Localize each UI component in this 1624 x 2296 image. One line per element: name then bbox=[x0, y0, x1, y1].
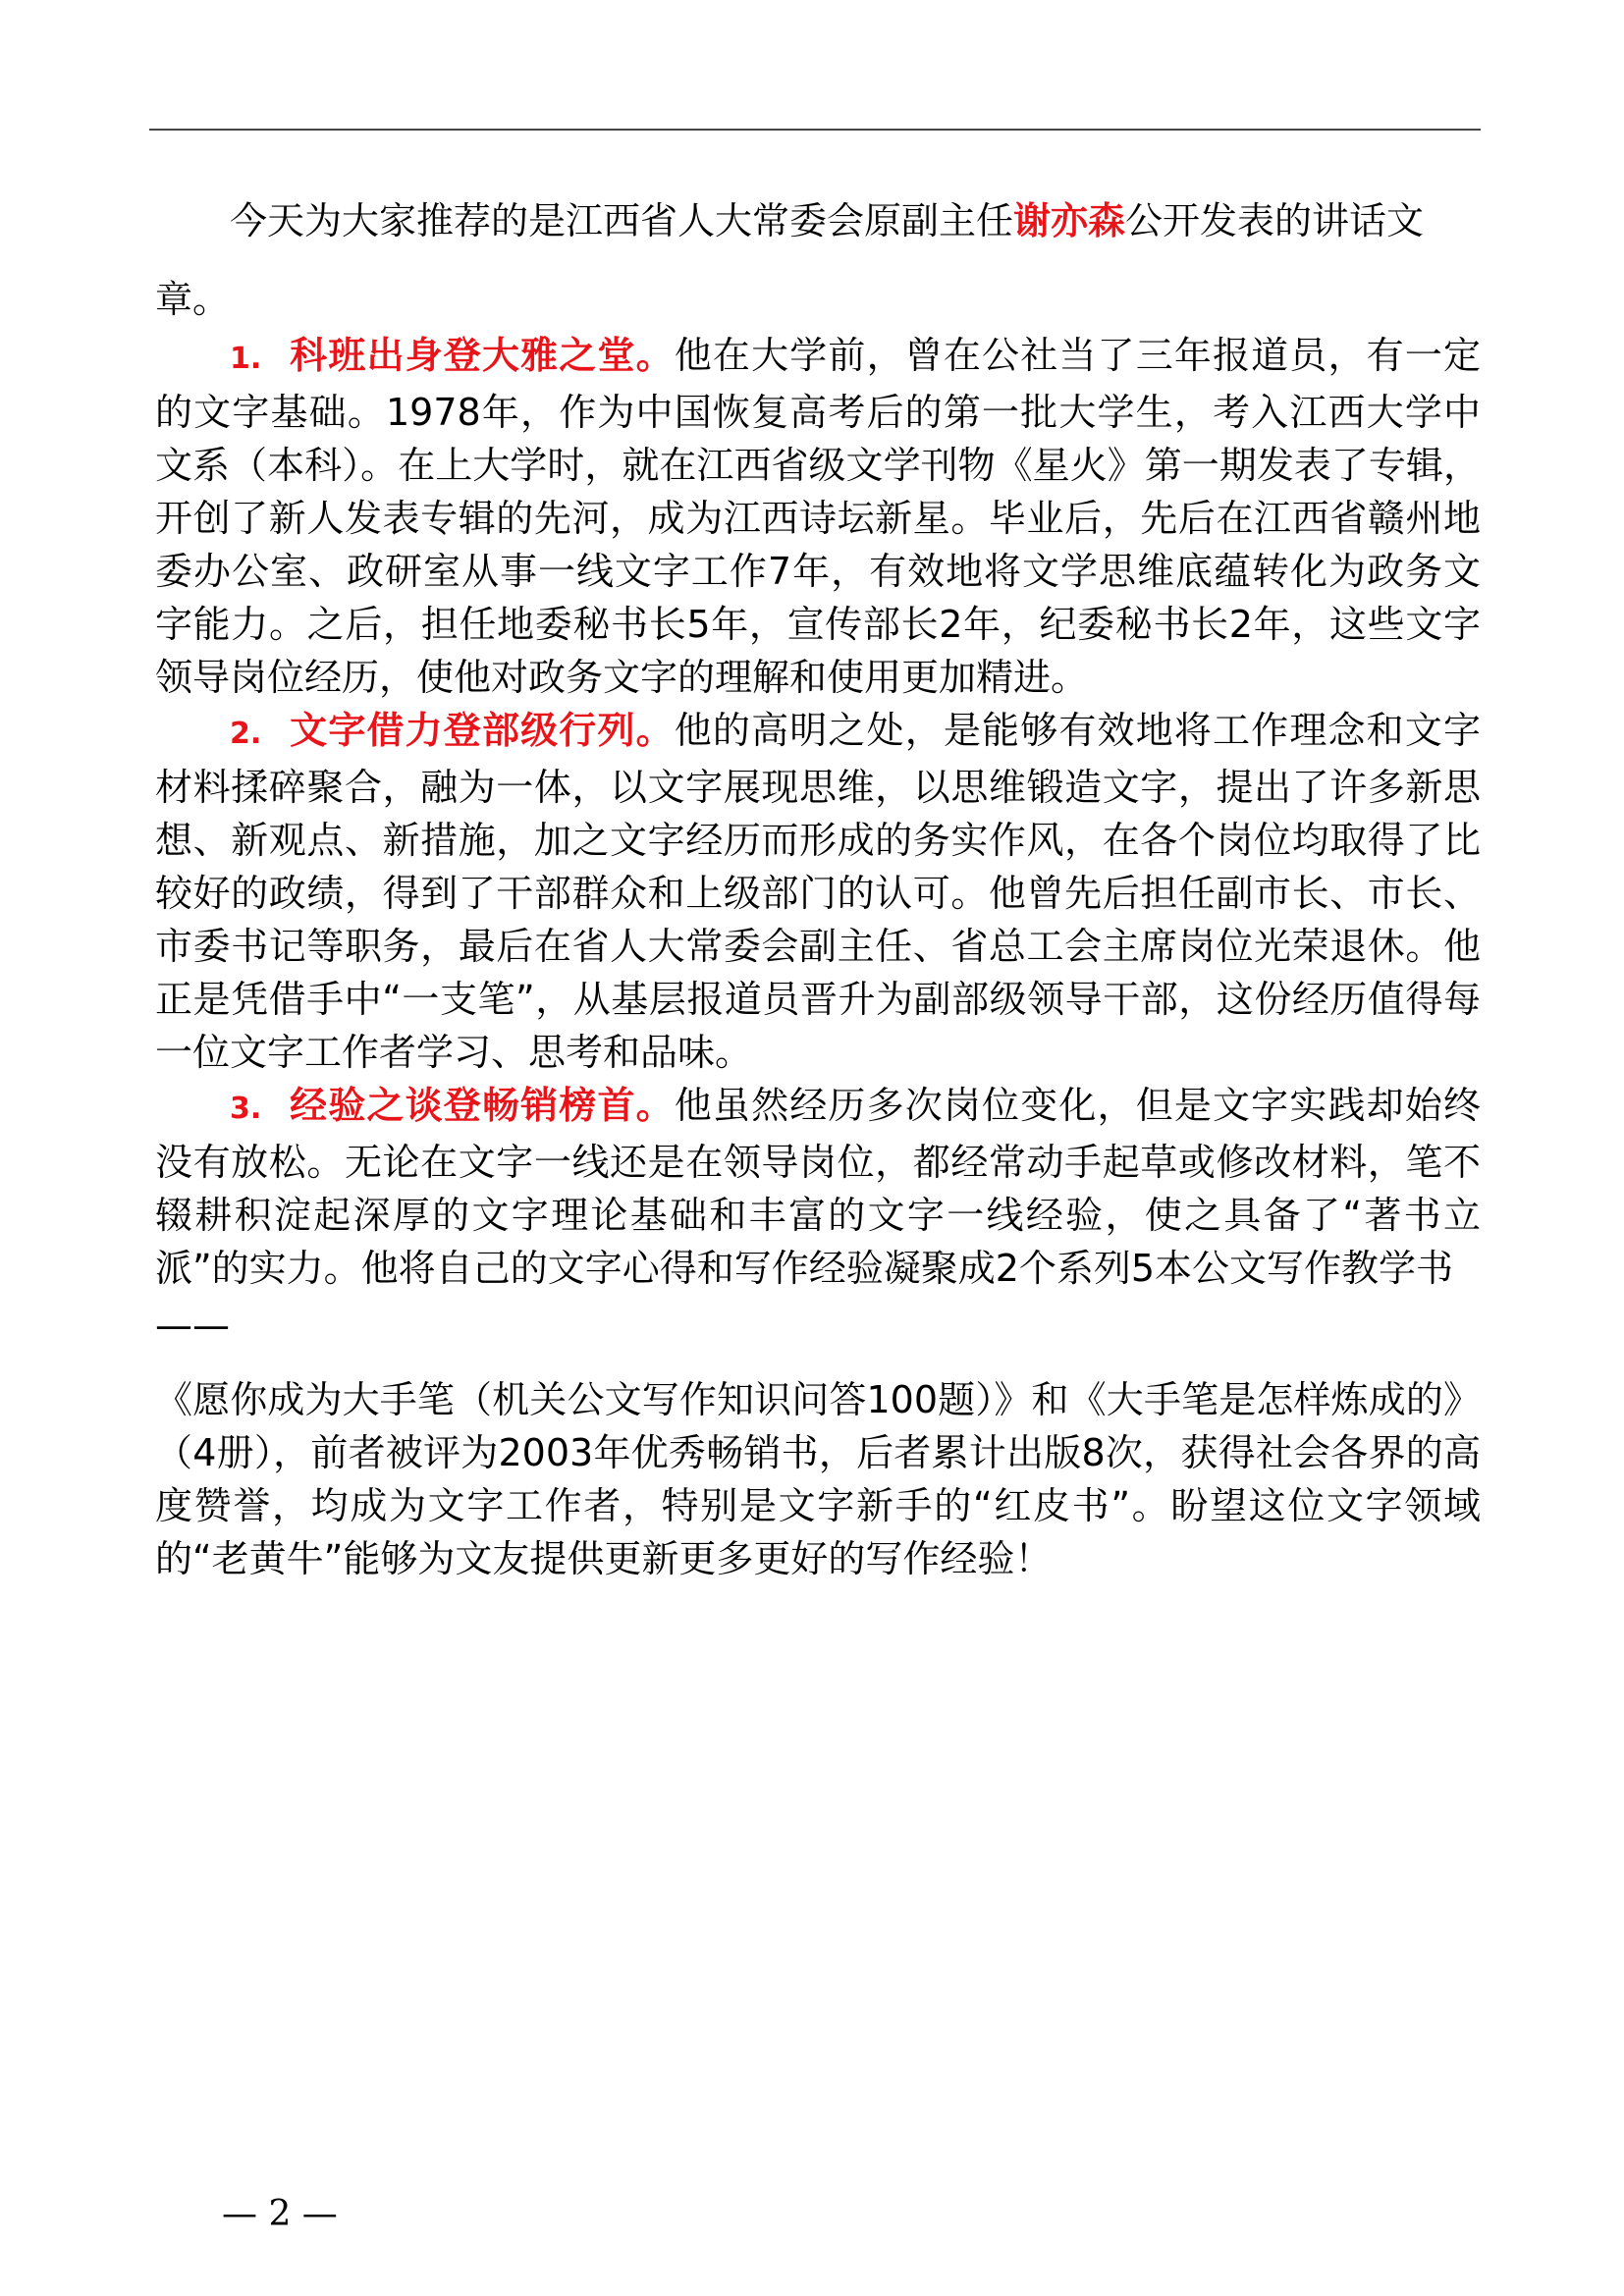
intro-text: 今天为大家推荐的是江西省人大常委会原副主任 bbox=[230, 199, 1014, 242]
section-2 bbox=[155, 704, 1481, 1079]
section-heading: 科班出身登大雅之堂。 bbox=[289, 334, 675, 377]
closing-paragraph: 《愿你成为大手笔（机关公文写作知识问答100题）》和《大手笔是怎样炼成的》（4册），前者被评为2003年优秀畅销书，后者累计出版8次，获得社会各界的高度赞誉，均成为文字工作者，特别是文字新手的“红皮书”。盼望这位文字领域的“老黄牛”能够为文友提供更新更多更好的写作经验！ bbox=[155, 1378, 1481, 1580]
section-heading: 文字借力登部级行列。 bbox=[289, 709, 675, 752]
section-number: 1. bbox=[230, 342, 262, 376]
section-1 bbox=[155, 329, 1481, 704]
page-number: — 2 — bbox=[222, 2194, 338, 2234]
section-number: 3. bbox=[230, 1092, 262, 1126]
section-3 bbox=[155, 1079, 1481, 1295]
section-heading: 经验之谈登畅销榜首。 bbox=[289, 1084, 675, 1127]
section-body: 他的高明之处，是能够有效地将工作理念和文字材料揉碎聚合，融为一体，以文字展现思维，以思维锻造文字，提出了许多新思想、新观点、新措施，加之文字经历而形成的务实作风，在各个岗位均取得了比较好的政绩，得到了干部群众和上级部门的认可。他曾先后担任副市长、市长、市委书记等职务，最后在省人大常委会副主任、省总工会主席岗位光荣退休。他正是凭借手中“一支笔”，从基层报道员晋升为副部级领导干部，这份经历值得每一位文字工作者学习、思考和品味。 bbox=[155, 709, 1481, 1074]
section-body: 他虽然经历多次岗位变化，但是文字实践却始终没有放松。无论在文字一线还是在领导岗位，都经常动手起草或修改材料，笔不辍耕积淀起深厚的文字理论基础和丰富的文字一线经验，使之具备了“著书立派”的实力。他将自己的文字心得和写作经验凝聚成2个系列5本公文写作教学书 bbox=[155, 1084, 1481, 1290]
section-body: 他在大学前，曾在公社当了三年报道员，有一定 的文字基础。1978年，作为中国恢复高考后的第一批大学生，考入江西大学中文系（本科）。在上大学时，就在江西省级文学刊物《星火》第一期发表了专辑，开创了新人发表专辑的先河，成为江西诗坛新星。毕业后，先后在江西省赣州地委办公室、政研室从事一线文字工作7年，有效地将文学思维底蕴转化为政务文字能力。之后，担任地委秘书长5年，宣传部长2年，纪委秘书长2年，这些文字领导岗位经历，使他对政务文字的理解和使用更加精进。 bbox=[155, 334, 1481, 699]
section-number: 2. bbox=[230, 717, 262, 751]
intro-text-end: 公开发表的讲话文章。 bbox=[155, 199, 1425, 321]
header-rule bbox=[149, 129, 1481, 131]
highlighted-name: 谢亦森 bbox=[1013, 199, 1126, 242]
article-sections bbox=[155, 329, 1481, 1585]
intro-paragraph bbox=[155, 182, 1481, 339]
em-dash-line: —— bbox=[155, 1304, 230, 1347]
